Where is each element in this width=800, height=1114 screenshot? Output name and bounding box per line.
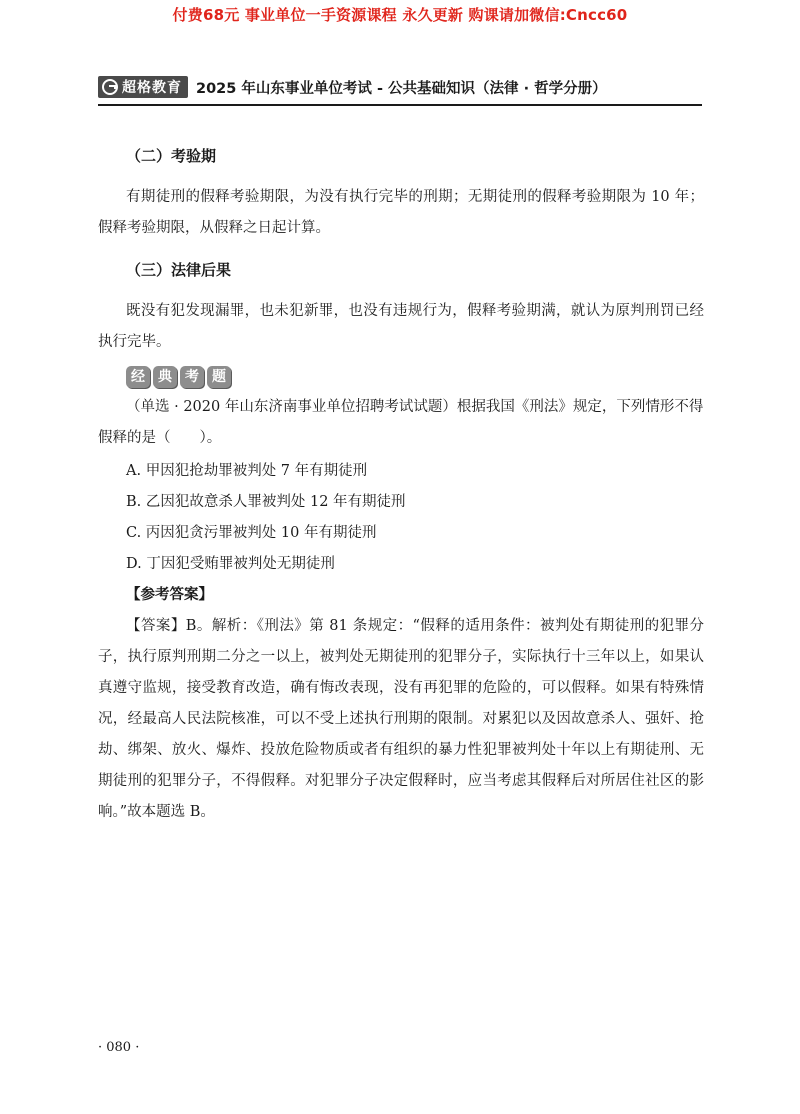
badge-char: 题	[207, 366, 231, 388]
page-number: · 080 ·	[98, 1040, 140, 1055]
publisher-logo	[98, 76, 188, 98]
badge-char: 典	[153, 366, 177, 388]
option-c: C. 丙因犯贪污罪被判处 10 年有期徒刑	[126, 525, 377, 541]
page-content	[98, 144, 704, 828]
logo-icon	[102, 79, 118, 95]
option-a: A. 甲因犯抢劫罪被判处 7 年有期徒刑	[126, 463, 368, 479]
section-body-probation: 有期徒刑的假释考验期限，为没有执行完毕的刑期；无期徒刑的假释考验期限为 10 年；假释考验期限，从假释之日起计算。	[98, 189, 704, 236]
option-b: B. 乙因犯故意杀人罪被判处 12 年有期徒刑	[126, 494, 406, 510]
badge-char: 经	[126, 366, 150, 388]
header-divider	[98, 104, 702, 106]
logo-text: 超格教育	[122, 80, 182, 96]
question-stem: （单选 · 2020 年山东济南事业单位招聘考试试题）根据我国《刑法》规定，下列情形不得假释的是（ ）。	[98, 399, 704, 446]
answer-heading: 【参考答案】	[126, 587, 213, 603]
badge-char: 考	[180, 366, 204, 388]
section-heading-probation: （二）考验期	[126, 147, 217, 165]
section-heading-consequence: （三）法律后果	[126, 261, 232, 279]
classic-question-badge	[126, 366, 704, 388]
book-title: 2025 年山东事业单位考试 - 公共基础知识（法律 · 哲学分册）	[196, 80, 607, 97]
option-d: D. 丁因犯受贿罪被判处无期徒刑	[126, 556, 335, 572]
section-body-consequence: 既没有犯发现漏罪，也未犯新罪，也没有违规行为，假释考验期满，就认为原判刑罚已经执行完毕。	[98, 303, 704, 350]
promo-banner: 付费68元 事业单位一手资源课程 永久更新 购课请加微信:Cncc60	[172, 6, 628, 24]
page-header	[98, 74, 607, 100]
answer-explanation: 【答案】B。解析：《刑法》第 81 条规定：“假释的适用条件：被判处有期徒刑的犯罪分子，执行原判刑期二分之一以上，被判处无期徒刑的犯罪分子，实际执行十三年以上，如果认真遵守监规，接受教育改造，确有悔改表现，没有再犯罪的危险的，可以假释。如果有特殊情况，经最高人民法院核准，可以不受上述执行刑期的限制。对累犯以及因故意杀人、强奸、抢劫、绑架、放火、爆炸、投放危险物质或者有组织的暴力性犯罪被判处十年以上有期徒刑、无期徒刑的犯罪分子，不得假释。对犯罪分子决定假释时，应当考虑其假释后对所居住社区的影响。”故本题选 B。	[98, 618, 704, 820]
